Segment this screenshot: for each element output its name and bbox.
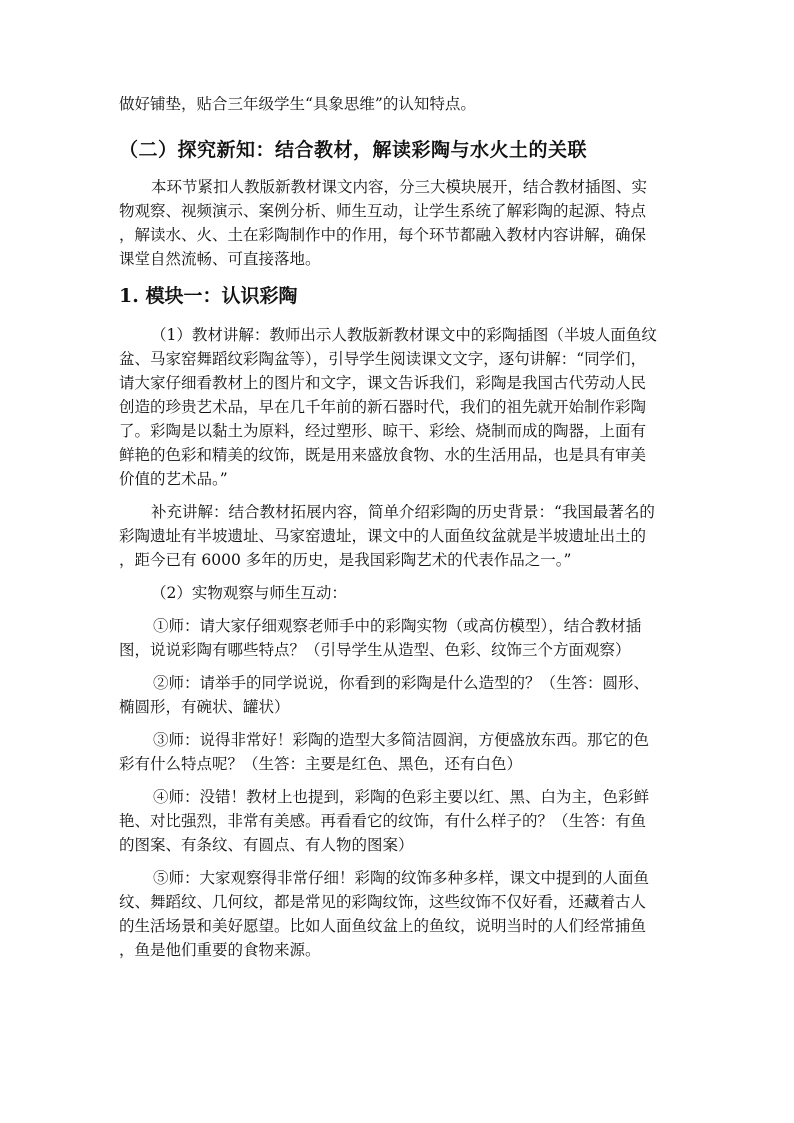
text-line: ②师：请举手的同学说说，你看到的彩陶是什么造型的？（生答：圆形、	[153, 674, 650, 692]
text-line: 补充讲解：结合教材拓展内容，简单介绍彩陶的历史背景：“我国最著名的	[151, 503, 655, 521]
text-line: （1）教材讲解：教师出示人教版新教材课文中的彩陶插图（半坡人面鱼纹	[151, 326, 657, 344]
module-heading: 1. 模块一：认识彩陶	[119, 285, 298, 307]
intro-tail-text	[119, 92, 675, 116]
text-line: 彩有什么特点呢？（生答：主要是红色、黑色，还有白色）	[119, 755, 523, 773]
text-line: ，鱼是他们重要的食物来源。	[119, 941, 321, 959]
text-line: 图，说说彩陶有哪些特点？（引导学生从造型、色彩、纹饰三个方面观察）	[119, 641, 631, 659]
text-line: ③师：说得非常好！彩陶的造型大多简洁圆润，方便盛放东西。那它的色	[153, 731, 650, 749]
text-line: 做好铺垫，贴合三年级学生“具象思维”的认知特点。	[119, 95, 476, 113]
text-line: ，解读水、火、土在彩陶制作中的作用，每个环节都融入教材内容讲解，确保	[119, 226, 647, 244]
text-line: ，距今已有 6000 多年的历史，是我国彩陶艺术的代表作品之一。”	[119, 551, 572, 569]
text-line: 创造的珍贵艺术品，早在几千年前的新石器时代，我们的祖先就开始制作彩陶	[119, 398, 647, 416]
step-paragraph	[119, 671, 675, 719]
text-line: ⑤师：大家观察得非常仔细！彩陶的纹饰多种多样，课文中提到的人面鱼	[153, 869, 650, 887]
text-line: ④师：没错！教材上也提到，彩陶的色彩主要以红、黑、白为主，色彩鲜	[153, 788, 650, 806]
document-body	[119, 92, 675, 971]
text-line: 艳、对比强烈，非常有美感。再看看它的纹饰，有什么样子的？（生答：有鱼	[119, 812, 647, 830]
step-paragraph	[119, 785, 675, 857]
text-line: 了。彩陶是以黏土为原料，经过塑形、晾干、彩绘、烧制而成的陶器，上面有	[119, 422, 647, 440]
text-line: 价值的艺术品。”	[119, 470, 228, 488]
text-line: 椭圆形，有碗状、罐状）	[119, 698, 290, 716]
text-line: 的生活场景和美好愿望。比如人面鱼纹盆上的鱼纹，说明当时的人们经常捕鱼	[119, 917, 647, 935]
supplement-paragraph	[119, 500, 675, 572]
step-paragraph	[119, 866, 675, 962]
text-line: 课堂自然流畅、可直接落地。	[119, 250, 321, 268]
text-line: 本环节紧扣人教版新教材课文内容，分三大模块展开，结合教材插图、实	[151, 178, 648, 196]
textbook-explanation-paragraph	[119, 323, 675, 491]
observation-label-paragraph	[119, 581, 675, 605]
text-line: 请大家仔细看教材上的图片和文字，课文告诉我们，彩陶是我国古代劳动人民	[119, 374, 647, 392]
section-intro-paragraph	[119, 175, 675, 271]
text-line: 物观察、视频演示、案例分析、师生互动，让学生系统了解彩陶的起源、特点	[119, 202, 647, 220]
section-heading: （二）探究新知：结合教材，解读彩陶与水火土的关联	[119, 139, 588, 161]
step-paragraph	[119, 614, 675, 662]
step-paragraph	[119, 728, 675, 776]
text-line: （2）实物观察与师生互动：	[151, 584, 347, 602]
text-line: 的图案、有条纹、有圆点、有人物的图案）	[119, 836, 414, 854]
text-line: 盆、马家窑舞蹈纹彩陶盆等），引导学生阅读课文文字，逐句讲解：“同学们，	[119, 350, 647, 368]
text-line: ①师：请大家仔细观察老师手中的彩陶实物（或高仿模型），结合教材插	[153, 617, 642, 635]
text-line: 鲜艳的色彩和精美的纹饰，既是用来盛放食物、水的生活用品，也是具有审美	[119, 446, 647, 464]
text-line: 彩陶遗址有半坡遗址、马家窑遗址，课文中的人面鱼纹盆就是半坡遗址出土的	[119, 527, 647, 545]
text-line: 纹、舞蹈纹、几何纹，都是常见的彩陶纹饰，这些纹饰不仅好看，还藏着古人	[119, 893, 647, 911]
